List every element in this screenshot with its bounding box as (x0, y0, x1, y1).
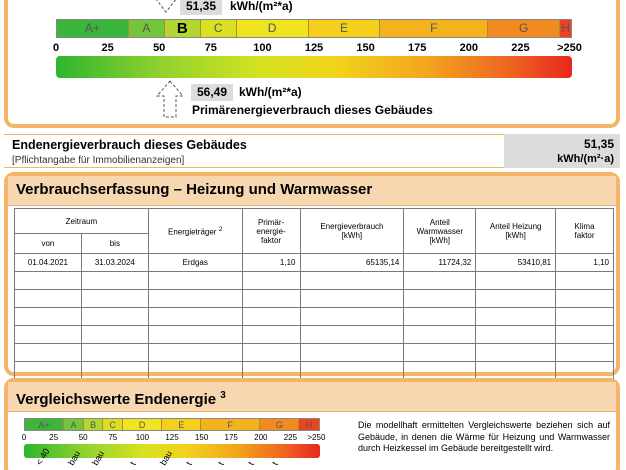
tick-label: >250 (557, 42, 582, 54)
efficiency-class-scale (56, 19, 572, 38)
scale-ticks (52, 42, 582, 56)
mini-class-cell-7: G (260, 419, 299, 430)
empty-cell (300, 272, 404, 290)
primary-energy-label: Primärenergieverbrauch dieses Gebäudes (192, 103, 433, 117)
empty-cell (242, 308, 300, 326)
empty-cell (300, 362, 404, 380)
empty-cell (148, 362, 242, 380)
tick-label: 0 (52, 42, 60, 54)
mini-tick-label: 75 (108, 433, 118, 442)
consumption-panel (4, 172, 620, 376)
endenergy-value: 51,35 (180, 0, 222, 15)
class-cell-8: H (561, 21, 570, 35)
cell-bis: 31.03.2024 (81, 254, 148, 272)
empty-cell (404, 362, 476, 380)
tick-label: 200 (459, 42, 478, 54)
empty-cell (476, 362, 556, 380)
cell-klima: 1,10 (556, 254, 614, 272)
mini-class-cell-8: H (299, 419, 319, 430)
consumption-table-body (15, 254, 614, 380)
cell-verbrauch: 65135,14 (300, 254, 404, 272)
empty-cell (476, 344, 556, 362)
header-klimafaktor: Klima faktor (556, 209, 614, 254)
empty-table-row (15, 308, 614, 326)
empty-cell (15, 362, 82, 380)
building-type-label: t (246, 459, 256, 467)
energy-gradient-bar (56, 56, 572, 78)
empty-cell (476, 308, 556, 326)
table-row (15, 254, 614, 272)
mini-class-cell-0: A+ (25, 419, 64, 430)
endenergy-total-value: 51,35 (583, 137, 614, 151)
building-type-label: t (128, 459, 138, 467)
comparison-scale-ticks (21, 433, 326, 443)
consumption-table (14, 208, 614, 380)
mini-class-cell-1: A (64, 419, 84, 430)
empty-cell (242, 362, 300, 380)
empty-cell (556, 290, 614, 308)
building-type-label: t (184, 459, 194, 467)
comparison-title-sup: 3 (220, 390, 226, 401)
endenergy-value-block (504, 134, 620, 168)
empty-cell (476, 290, 556, 308)
empty-cell (404, 344, 476, 362)
building-type-label: bau (158, 448, 175, 467)
header-bis: bis (81, 234, 148, 254)
mini-class-cell-5: E (162, 419, 201, 430)
empty-cell (148, 290, 242, 308)
empty-cell (15, 290, 82, 308)
empty-cell (15, 326, 82, 344)
header-energietraeger (148, 209, 242, 254)
empty-cell (404, 326, 476, 344)
mini-tick-label: 0 (21, 433, 27, 442)
empty-cell (300, 326, 404, 344)
energy-scale-panel (4, 0, 620, 128)
header-energieverbrauch: Energieverbrauch [kWh] (300, 209, 404, 254)
empty-cell (476, 272, 556, 290)
mini-tick-label: 25 (49, 433, 59, 442)
mini-tick-label: 175 (224, 433, 238, 442)
empty-cell (404, 308, 476, 326)
empty-cell (404, 290, 476, 308)
tick-label: 225 (511, 42, 530, 54)
empty-cell (300, 344, 404, 362)
empty-cell (556, 362, 614, 380)
empty-cell (300, 308, 404, 326)
cell-von: 01.04.2021 (15, 254, 82, 272)
tick-label: 125 (304, 42, 324, 54)
empty-cell (242, 272, 300, 290)
mini-tick-label: 125 (165, 433, 179, 442)
endenergy-unit: kWh/(m²*a) (230, 0, 293, 13)
endenergy-marker-icon (150, 0, 182, 16)
empty-cell (242, 290, 300, 308)
building-type-label: < 40 (34, 446, 52, 467)
empty-cell (148, 344, 242, 362)
empty-cell (300, 290, 404, 308)
empty-table-row (15, 344, 614, 362)
endenergy-subtitle: [Pflichtangabe für Immobilienanzeigen] (12, 155, 185, 166)
tick-label: 150 (356, 42, 375, 54)
empty-cell (404, 272, 476, 290)
empty-cell (148, 272, 242, 290)
tick-label: 25 (101, 42, 114, 54)
consumption-title: Verbrauchserfassung – Heizung und Warmwasser (8, 176, 616, 206)
tick-label: 75 (204, 42, 217, 54)
class-cell-4: D (237, 20, 309, 37)
primary-energy-unit: kWh/(m²*a) (239, 85, 302, 99)
primary-energy-marker-icon (156, 80, 184, 118)
class-cell-2: B (165, 20, 201, 37)
class-cell-6: F (380, 20, 488, 37)
mini-tick-label: >250 (307, 433, 326, 442)
empty-cell (556, 344, 614, 362)
empty-cell (242, 326, 300, 344)
comparison-panel (4, 378, 620, 470)
tick-label: 175 (408, 42, 427, 54)
mini-class-cell-6: F (201, 419, 260, 430)
empty-cell (556, 272, 614, 290)
class-cell-0: A+ (57, 20, 129, 37)
building-type-label: t (216, 459, 226, 467)
empty-table-row (15, 272, 614, 290)
header-von: von (15, 234, 82, 254)
empty-table-row (15, 362, 614, 380)
empty-cell (476, 326, 556, 344)
class-cell-5: E (309, 20, 381, 37)
comparison-title-text: Vergleichswerte Endenergie (16, 391, 217, 408)
endenergy-total-unit: kWh/(m²·a) (557, 153, 614, 165)
mini-tick-label: 225 (283, 433, 298, 442)
primary-energy-value: 56,49 (191, 84, 233, 101)
empty-table-row (15, 326, 614, 344)
building-type-label: bau (66, 448, 83, 467)
endenergy-title: Endenergieverbrauch dieses Gebäudes (12, 138, 247, 152)
mini-tick-label: 200 (254, 433, 268, 442)
class-cell-7: G (488, 20, 560, 37)
empty-cell (556, 326, 614, 344)
empty-cell (148, 308, 242, 326)
empty-table-row (15, 290, 614, 308)
empty-cell (556, 308, 614, 326)
comparison-class-scale (24, 418, 320, 431)
cell-heizung: 53410,81 (476, 254, 556, 272)
empty-cell (81, 326, 148, 344)
cell-traeger: Erdgas (148, 254, 242, 272)
header-zeitraum: Zeitraum (15, 209, 149, 234)
class-cell-3: C (201, 20, 237, 37)
endenergy-label-block (4, 134, 504, 168)
building-type-label: bau (90, 448, 107, 467)
empty-cell (15, 344, 82, 362)
mini-tick-label: 150 (194, 433, 209, 442)
mini-tick-label: 100 (135, 433, 150, 442)
header-primaerfaktor: Primär- energie- faktor (242, 209, 300, 254)
header-anteil-warmwasser: Anteil Warmwasser [kWh] (404, 209, 476, 254)
endenergy-row (4, 134, 620, 168)
empty-cell (81, 290, 148, 308)
building-type-label: t (270, 459, 280, 467)
mini-tick-label: 50 (78, 433, 88, 442)
class-cell-1: A (129, 20, 165, 37)
empty-cell (242, 344, 300, 362)
header-energietraeger-sup: 2 (218, 225, 223, 233)
empty-cell (148, 326, 242, 344)
cell-primaer: 1,10 (242, 254, 300, 272)
tick-label: 50 (153, 42, 166, 54)
tick-label: 100 (253, 42, 272, 54)
empty-cell (81, 362, 148, 380)
comparison-title (8, 382, 616, 412)
empty-cell (15, 308, 82, 326)
header-anteil-heizung: Anteil Heizung [kWh] (476, 209, 556, 254)
empty-cell (81, 272, 148, 290)
mini-class-cell-2: B (84, 419, 104, 430)
comparison-description: Die modellhaft ermittelten Vergleichswerte beziehen sich auf Gebäude, in denen die Wärme für Heizung und Warmwasser durch Heizkessel im Gebäude bereitgestellt wird. (358, 420, 610, 453)
cell-ww: 11724,32 (404, 254, 476, 272)
empty-cell (81, 344, 148, 362)
header-energietraeger-text: Energieträger (167, 227, 217, 237)
empty-cell (81, 308, 148, 326)
mini-class-cell-4: D (123, 419, 162, 430)
empty-cell (15, 272, 82, 290)
mini-class-cell-3: C (103, 419, 123, 430)
